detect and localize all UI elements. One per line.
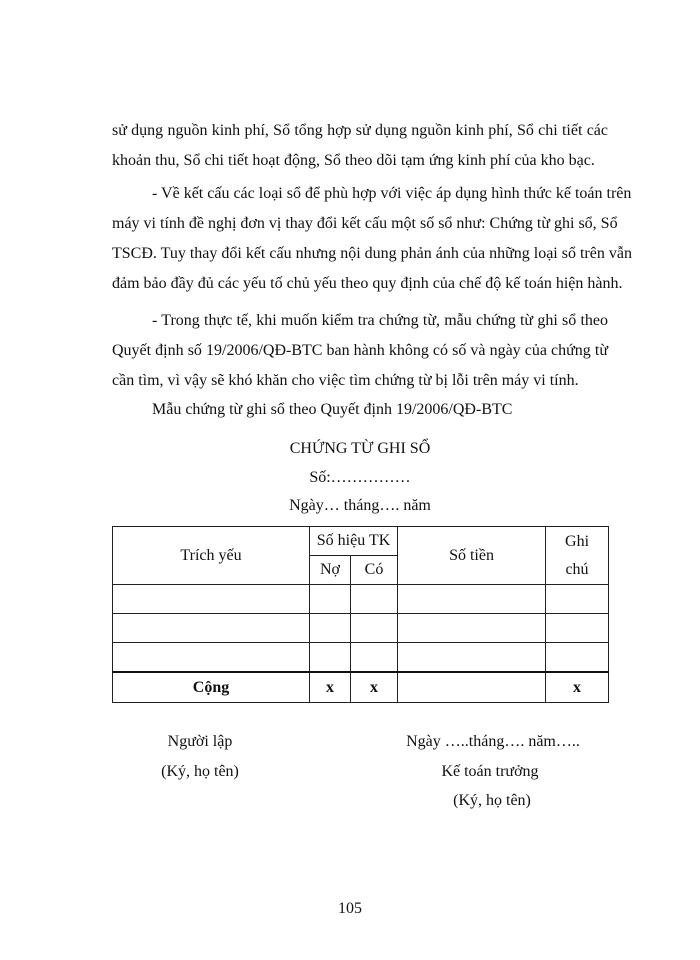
chief-accountant-sign-note: (Ký, họ tên) (453, 792, 531, 809)
table-cell (546, 614, 609, 643)
table-row (113, 643, 609, 673)
table-cell (310, 585, 351, 614)
total-label: Cộng (113, 672, 310, 703)
table-cell (310, 643, 351, 673)
text-line: khoản thu, Sổ chi tiết hoạt động, Sổ theo dõi tạm ứng kinh phí của kho bạc. (112, 152, 595, 169)
text-line: sử dụng nguồn kinh phí, Sổ tổng hợp sử dụng nguồn kinh phí, Sổ chi tiết các (112, 122, 608, 139)
total-note: x (546, 672, 609, 703)
paragraph-voucher-issue (112, 306, 608, 396)
text-line: đảm bảo đầy đủ các yếu tố chủ yếu theo quy định của chế độ kế toán hiện hành. (112, 275, 623, 292)
text-line: máy vi tính đề nghị đơn vị thay đổi kết cấu một số sổ như: Chứng từ ghi sổ, Sổ (112, 215, 618, 232)
preparer-title: Người lập (167, 733, 233, 750)
header-account: Số hiệu TK (310, 527, 398, 556)
table-cell (113, 643, 310, 673)
table-cell (351, 614, 398, 643)
header-amount: Số tiền (398, 527, 546, 585)
page-number: 105 (338, 900, 362, 917)
voucher-table (112, 526, 609, 703)
table-cell (546, 585, 609, 614)
form-number: Số:…………… (309, 469, 411, 486)
table-cell (351, 585, 398, 614)
header-note-line1: Ghi (565, 532, 590, 550)
paragraph-ledger-list (112, 116, 608, 176)
total-amount (398, 672, 546, 703)
text-line: TSCĐ. Tuy thay đổi kết cấu nhưng nội dung phản ánh của những loại sổ trên vẫn (112, 245, 632, 262)
header-debit: Nợ (310, 556, 351, 585)
table-cell (351, 643, 398, 673)
paragraph-ledger-structure (112, 179, 632, 299)
table-cell (310, 614, 351, 643)
total-debit: x (310, 672, 351, 703)
table-cell (398, 614, 546, 643)
table-cell (398, 585, 546, 614)
preparer-sign-note: (Ký, họ tên) (161, 763, 239, 780)
text-line: - Về kết cấu các loại sổ để phù hợp với việc áp dụng hình thức kế toán trên (152, 185, 632, 202)
header-note (546, 527, 609, 585)
header-note-line2: chú (565, 560, 589, 578)
text-line: cần tìm, vì vậy sẽ khó khăn cho việc tìm chứng từ bị lỗi trên máy vi tính. (112, 372, 579, 389)
table-cell (113, 614, 310, 643)
signature-date: Ngày …..tháng…. năm….. (406, 733, 580, 750)
header-credit: Có (351, 556, 398, 585)
table-cell (113, 585, 310, 614)
text-line: Quyết định số 19/2006/QĐ-BTC ban hành không có số và ngày của chứng từ (112, 342, 608, 359)
table-cell (398, 643, 546, 673)
form-date: Ngày… tháng…. năm (289, 497, 431, 514)
table-cell (546, 643, 609, 673)
table-header-row (113, 527, 609, 556)
table-row (113, 614, 609, 643)
text-line: - Trong thực tế, khi muốn kiểm tra chứng từ, mẫu chứng từ ghi sổ theo (152, 312, 608, 329)
form-title: CHỨNG TỪ GHI SỔ (289, 440, 431, 457)
table-row (113, 585, 609, 614)
form-caption: Mẫu chứng từ ghi sổ theo Quyết định 19/2006/QĐ-BTC (152, 401, 513, 418)
total-credit: x (351, 672, 398, 703)
table-total-row (113, 672, 609, 703)
header-summary: Trích yếu (113, 527, 310, 585)
chief-accountant-title: Kế toán trưởng (441, 763, 539, 780)
